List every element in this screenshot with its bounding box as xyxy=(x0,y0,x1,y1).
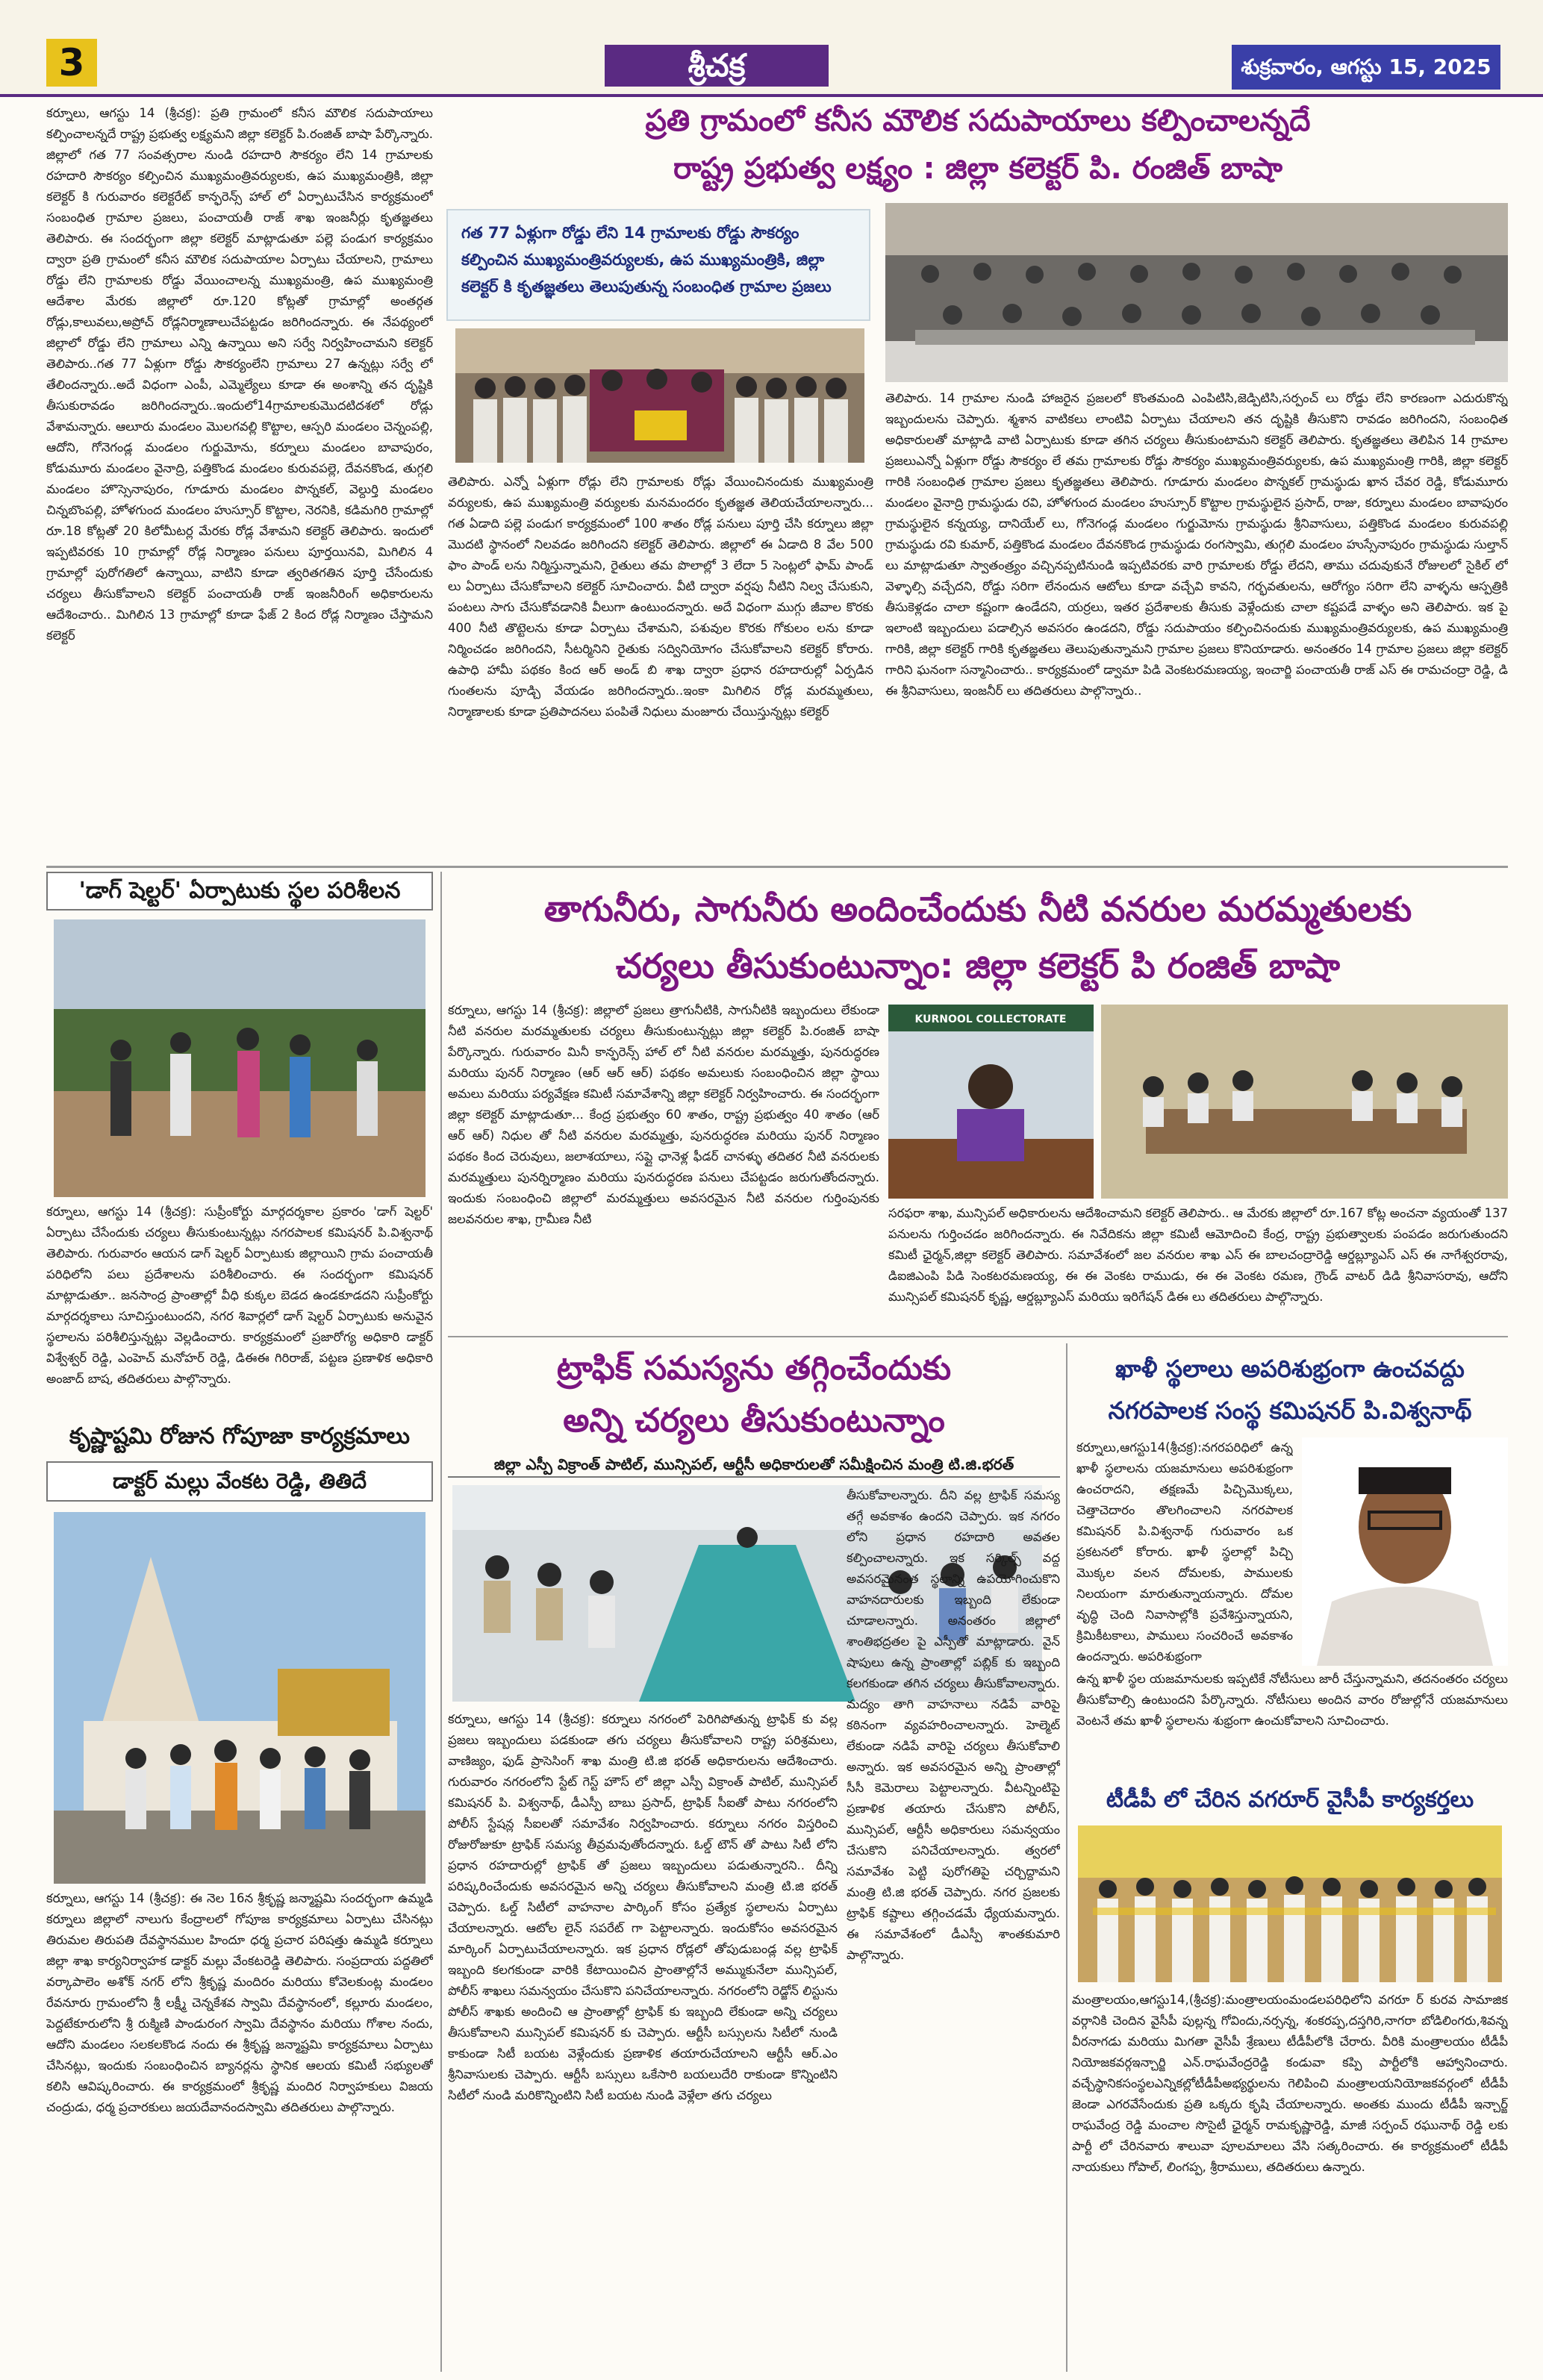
story1-photo-caption: గత 77 ఏళ్లుగా రోడ్డు లేని 14 గ్రామాలకు రోడ్డు సౌకర్యం కల్పించిన ముఖ్యమంత్రివర్యులకు, ఉప ముఖ్యమంత్రికి, జిల్లా కలెక్టర్ కి కృతజ్ఞతలు తెలుపుతున్న సంబంధిత గ్రామాల ప్రజలు xyxy=(446,209,870,321)
story1-column-1: కర్నూలు, ఆగస్టు 14 (శ్రీచక్ర): ప్రతి గ్రామంలో కనీస మౌలిక సదుపాయాలు కల్పించాలన్నదే రాష్ట్ర ప్రభుత్వ లక్ష్యమని జిల్లా కలెక్టర్ పి.రంజిత్ బాషా పేర్కొన్నారు. జిల్లాలో గత 77 సంవత్సరాల నుండి రహదారి సౌకర్యం లేని 14 గ్రామాలకు రహదారి సౌకర్యం కల్పించిన ముఖ్యమంత్రివర్యులకు, ఉప ముఖ్యమంత్రికి, జిల్లా కలెక్టర్ కి గురువారం కలెక్టరేట్ కాన్ఫరెన్స్ హాల్ లో ఏర్పాటుచేసిన కార్యక్రమంలో సంబంధిత గ్రామాల ప్రజలు, పంచాయతీ రాజ్ శాఖ ఇంజనీర్లు కృతజ్ఞతలు తెలిపారు. ఈ సందర్భంగా జిల్లా కలెక్టర్ మాట్లాడుతూ పల్లె పండుగ కార్యక్రమం ద్వారా ప్రతి గ్రామంలో కనీస మౌలిక సదుపాయాల ఏర్పాటు చేయాలని, గ్రామాలు రోడ్డు లేని గ్రామాలకు రోడ్డు వేయించాలన్న ముఖ్యమంత్రి, ఉప ముఖ్యమంత్రి ఆదేశాల మేరకు జిల్లాలో రూ.120 కోట్లతో గ్రామాల్లో అంతర్గత రోడ్లు,కాలువలు,అప్రోచ్ రోడ్లనిర్మాణాలుచేపట్టడం జరిగిందన్నారు. ఈ నేపథ్యంలో జిల్లాలో రోడ్డు లేని గ్రామాలు ఎన్ని ఉన్నాయి అని సర్వే నిర్వహించామని కలెక్టర్ తెలిపారు..గత 77 ఏళ్లుగా రోడ్డు సౌకర్యంలేని గ్రామాలు 27 ఉన్నట్లు సర్వే లో తేలిందన్నారు..అదే విధంగా ఎంపీ, ఎమ్మెల్యేలు కూడా ఈ అంశాన్ని తన దృష్టికి తీసుకురావడం జరిగిందన్నారు..ఇందులో14గ్రామాలకుమొదటిదశలో రోడ్లు వేశామన్నారు. ఆలూరు మండలం మొలగవల్లి కొట్టాల, ఆస్పరి మండలం చెన్నంపల్లి, ఆదోని, గోనెగండ్ల మండలం గుర్జుమోను, కర్నూలు మండలం బావాపురం, కోడుమూరు మండలం వైనాద్రి, పత్తికొండ మండలం కురువపల్లె, దేవనకొండ, తుగ్గలి మండలం హొస్సెనాపురం, గూడూరు మండలం పొన్నకల్, వెల్దుర్తి మండలం చిన్నబొంపల్లి, హోళగుంద మండలం హుస్సూర్ కొట్టాల, నెరనికి, కడిమగిరి గ్రామాల్లో రూ.18 కోట్లతో 20 కిలోమీటర్ల మేరకు రోడ్ల వేశామని కలెక్టర్ తెలిపారు. ఇందులో ఇప్పటివరకు 10 గ్రామాల్లో రోడ్ల నిర్మాణం పనులు పూర్తయినవి, మిగిలిన 4 గ్రామాల్లో పురోగతిలో ఉన్నాయి, వాటిని కూడా త్వరితగతిన పూర్తి చేసేందుకు చర్యలు తీసుకోవాలని కలెక్టర్ పంచాయతీ రాజ్ ఇంజనీరింగ్ అధికారులను ఆదేశించారు.. మిగిలిన 13 గ్రామాల్లో కూడా ఫేజ్ 2 కింద రోడ్ల నిర్మాణం చేస్తామని కలెక్టర్ xyxy=(46,106,433,643)
story1-column-2: తెలిపారు. ఎన్నో ఏళ్లుగా రోడ్లు లేని గ్రామాలకు రోడ్లు వేయించినందుకు ముఖ్యమంత్రి వర్యులకు, ఉప ముఖ్యమంత్రి వర్యులకు మనమందరం కృతజ్ఞత తెలియచేయాలన్నారు... గత ఏడాది పల్లె పండుగ కార్యక్రమంలో 100 శాతం రోడ్ల పనులు పూర్తి చేసి కర్నూలు జిల్లా మొదటి స్థానంలో నిలవడం జరిగిందని కలెక్టర్ తెలిపారు. జిల్లాలో ఈ ఏడాది 8 వేల 500 ఫాం పాండ్ లను నిర్మిస్తున్నామని, రైతులు తమ పొలాల్లో 3 లేదా 5 సెంట్లలో ఫామ్ పాండ్ లు ఏర్పాటు చేసుకోవాలని కలెక్టర్ సూచించారు. వీటి ద్వారా వర్షపు నీటిని నిల్వ చేసుకుని, పంటలు సాగు చేసుకోవడానికి వీలుగా ఉంటుందన్నారు. అదే విధంగా ముగ్గు జీవాల కొరకు 400 నీటి తొట్టెలను కూడా ఏర్పాటు చేశామని, పశువుల కొరకు గోకులం లను కూడా నిర్మించడం జరిగిందని, సీటర్మినిని రైతుకు సద్వినియోగం చేసుకోవాలని కలెక్టర్ కోరారు. ఉపాధి హామీ పథకం కింద ఆర్ అండ్ బి శాఖ ద్వారా ప్రధాన రహదారుల్లో ఏర్పడిన గుంతలను పూడ్చి వేయడం జరిగిందన్నారు..ఇంకా మిగిలిన రోడ్ల మరమ్మతులు, నిర్మాణాలకు కూడా ప్రతిపాదనలు పంపితే నిధులు మంజూరు చేయిస్తున్నట్లు కలెక్టర్ xyxy=(448,475,873,719)
story6-column-wide: ఉన్న ఖాళీ స్థల యజమానులకు ఇప్పటికే నోటీసులు జారీ చేస్తున్నామని, తదనంతరం చర్యలు తీసుకోవాల్సి ఉంటుందని పేర్కొన్నారు. నోటీసులు అందిన వారం రోజుల్లోనే యజమానులు వెంటనే తమ ఖాళీ స్థలాలను శుభ్రంగా ఉంచుకోవాలని సూచించారు. xyxy=(1076,1672,1508,1728)
story4-headline-line2: చర్యలు తీసుకుంటున్నాం: జిల్లా కలెక్టర్ పి రంజిత్ బాషా xyxy=(615,946,1341,986)
story3-photo-temple xyxy=(54,1512,426,1884)
story3-title: కృష్ణాష్టమి రోజున గోపూజా కార్యక్రమాలు xyxy=(69,1423,411,1449)
story3-byline: డాక్టర్ మల్లు వేంకట రెడ్డి, తితిదే xyxy=(46,1461,433,1502)
page-number: 3 xyxy=(46,39,97,87)
story2-body: కర్నూలు, ఆగస్టు 14 (శ్రీచక్ర): సుప్రీంకోర్టు మార్గదర్శకాల ప్రకారం 'డాగ్ షెల్టర్' ఏర్పాటు చేసేందుకు చర్యలు తీసుకుంటున్నట్లు నగరపాలక కమిషనర్ పి.విశ్వనాథ్ తెలిపారు. గురువారం ఆయన డాగ్ షెల్టర్ ఏర్పాటుకు జిల్లాయిని గ్రామ పంచాయతీ పరిధిలోని పలు ప్రదేశాలను పరిశీలించారు. ఈ సందర్భంగా కమిషనర్ మాట్లాడుతూ.. జనసాంద్ర ప్రాంతాల్లో వీధి కుక్కల బెడద ఉండకూడదని సుప్రీంకోర్టు మార్గదర్శకాలు సూచిస్తుంటుందని, నగర శివార్లలో డాగ్ షెల్టర్ ఏర్పాటుకు అనువైన స్థలాలను పరిశీలిస్తున్నట్లు వెల్లడించారు. కార్యక్రమంలో ప్రజారోగ్య అధికారి డాక్టర్ విశ్వేశ్వర్ రెడ్డి, ఎంహెచ్ మనోహర్ రెడ్డి, డిఈఈ గిరిరాజ్, పట్టణ ప్రణాళిక అధికారి అంజాద్ బాష, తదితరులు పాల్గొన్నారు. xyxy=(46,1205,433,1386)
story4-column-1: కర్నూలు, ఆగస్టు 14 (శ్రీచక్ర): జిల్లాలో ప్రజలు త్రాగునీటికి, సాగునీటికి ఇబ్బందులు లేకుండా నీటి వనరుల మరమ్మతులకు చర్యలు తీసుకుంటున్నట్లు జిల్లా కలెక్టర్ పి.రంజిత్ బాషా పేర్కొన్నారు. గురువారం మినీ కాన్ఫరెన్స్ హాల్ లో నీటి వనరుల మరమ్మత్తు, పునరుద్ధరణ మరియు పునర్ నిర్మాణం (ఆర్ ఆర్ ఆర్) పథకం అమలుకు సంబంధించిన జిల్లా స్థాయి అమలు మరియు పర్యవేక్షణ కమిటీ సమావేశాన్ని జిల్లా కలెక్టర్ నిర్వహించారు. ఈ సందర్భంగా జిల్లా కలెక్టర్ మాట్లాడుతూ... కేంద్ర ప్రభుత్వం 60 శాతం, రాష్ట్ర ప్రభుత్వం 40 శాతం (ఆర్ ఆర్ ఆర్) నిధుల తో నీటి వనరుల మరమ్మత్తు, పునరుద్ధరణ మరియు పునర్ నిర్మాణం పథకం కింద చెరువులు, జలాశయాలు, సప్లై ఛానెళ్ల ఫీడర్ చానళ్ళు తదితర నీటి వనరులకు మరమ్మత్తులు పునర్నిర్మాణం మరియు పునరుద్ధరణ పనులు చేపట్టడం జరుగుతోందన్నారు. ఇందుకు సంబంధించి జిల్లాలో మరమ్మత్తులు అవసరమైన నీటి వనరుల గుర్తింపునకు జలవనరుల శాఖ, గ్రామీణ నీటి xyxy=(448,1003,879,1226)
story5-headline-line1: ట్రాఫిక్ సమస్యను తగ్గించేందుకు xyxy=(556,1349,952,1387)
story1-photo-felicitation xyxy=(455,328,864,463)
story6-photo-commissioner xyxy=(1302,1437,1508,1666)
story4-photo-meeting xyxy=(1101,1005,1508,1199)
story2-photo-site-inspection xyxy=(54,919,426,1197)
column-rule-2 xyxy=(1066,1343,1067,2372)
story4-photo-collector xyxy=(888,1005,1094,1199)
story6-headline-line1: ఖాళీ స్థలాలు అపరిశుభ్రంగా ఉంచవద్దు xyxy=(1115,1355,1465,1383)
story4-headline-line1: తాగునీరు, సాగునీరు అందించేందుకు నీటి వనరుల మరమ్మతులకు xyxy=(543,889,1412,929)
story1-headline-line2: రాష్ట్ర ప్రభుత్వ లక్ష్యం : జిల్లా కలెక్టర్ పి. రంజిత్ బాషా xyxy=(673,152,1282,186)
story5-column-1: కర్నూలు, ఆగస్టు 14 (శ్రీచక్ర): కర్నూలు నగరంలో పెరిగిపోతున్న ట్రాఫిక్ కు వల్ల ప్రజలు ఇబ్బందులు పడకుండా తగు చర్యలు తీసుకోవాలని రాష్ట్ర పరిశ్రమలు, వాణిజ్యం, ఫుడ్ ప్రాసెసింగ్ శాఖ మంత్రి టి.జి భరత్ అధికారులను ఆదేశించారు. గురువారం నగరంలోని స్టేట్ గెస్ట్ హౌస్ లో జిల్లా ఎస్పీ విక్రాంత్ పాటిల్, మున్సిపల్ కమిషనర్ పి. విశ్వనాథ్, డీఎస్పీ బాబు ప్రసాద్, ట్రాఫిక్ సీఐతో పాటు నగరంలోని పోలీస్ స్టేషన్ల సీఐలతో సమావేశం నిర్వహించారు. కర్నూలు నగరం విస్తరించి రోజురోజుకూ ట్రాఫిక్ సమస్య తీవ్రమవుతోందన్నారు. ఓల్డ్ టౌన్ తో పాటు సిటీ లోని ప్రధాన రహదారుల్లో ట్రాఫిక్ తో ప్రజలు ఇబ్బందులు పడుతున్నారని.. దీన్ని పరిష్కరించేందుకు అవసరమైన అన్ని చర్యలు తీసుకోవాలని మంత్రి టి.జి భరత్ చెప్పారు. ఓల్డ్ సిటీలో వాహనాల పార్కింగ్ కోసం ప్రత్యేక స్థలాలను ఏర్పాటు చేయాలన్నారు. ఆటోల లైన్ సపరేట్ గా పెట్టాలన్నారు. ఇందుకోసం అవసరమైన మార్కింగ్ ఏర్పాటుచేయాలన్నారు. ఇక ప్రధాన రోడ్లలో తోపుడుబండ్ల వల్ల ట్రాఫిక్ ఇబ్బంది కలగకుండా వారికి కేటాయించిన ప్రాంతాల్లోనే అమ్ముకునేలా మున్సిపల్, పోలీస్ శాఖలు సమన్వయం చేసుకొని పనిచేయాలన్నారు. నగరంలోని రెడ్జోన్ లిస్టును పోలీస్ శాఖకు అందించి ఆ ప్రాంతాల్లో ట్రాఫిక్ కు ఇబ్బంది లేకుండా అన్ని చర్యలు తీసుకోవాలని మున్సిపల్ కమిషనర్ కు చెప్పారు. ఆర్టీసీ బస్సులను సిటీలో నుండి కాకుండా సిటీ బయట వెళ్లేందుకు ప్రణాళిక తయారుచేయాలని ఆర్టీసీ ఆర్.ఎం శ్రీనివాసులకు చెప్పారు. ఆర్టీసీ బస్సులు ఒకేసారి బయలుదేరి రాకుండా కొన్నింటిని సిటీలో నుండి మరికొన్నింటిని సిటీ బయట నుండి వెళ్లేలా తగు చర్యలు xyxy=(448,1712,838,2102)
story1-column-3: తెలిపారు. 14 గ్రామాల నుండి హాజరైన ప్రజలలో కొంతమంది ఎంపిటిసి,జెడ్పిటిసి,సర్పంచ్ లు రోడ్డు లేని కారణంగా ఎదురుకొన్న ఇబ్బందులను చెప్పారు. శ్మశాన వాటికలు లాంటివి ఏర్పాటు చేయాలని తన దృష్టికి తీసుకొని రావడం జరిగిందని, సంబంధిత అధికారులతో మాట్లాడి వాటి ఏర్పాటుకు కూడా తగిన చర్యలు తీసుకుంటామని కలెక్టర్ తెలిపారు. కృతజ్ఞతలు తెలిపిన 14 గ్రామాల ప్రజలుఎన్నో ఏళ్లుగా రోడ్డు సౌకర్యం లే తమ గ్రామాలకు రోడ్డు సౌకర్యం ముఖ్యమంత్రివర్యులకు, ఉప ముఖ్యమంత్రి గారికి, జిల్లా కలెక్టర్ గారికి సంబంధిత గ్రామాల ప్రజలు కృతజ్ఞతలు తెలిపారు. గూడూరు మండలం పొన్నకల్ గ్రామస్థుడు ఖాన చేవర రెడ్డి, కోడుమూరు మండలం వైనాద్రి గ్రామస్థుడు రవి, హోళగుంద మండలం హుస్సూర్ కొట్టాల గ్రామస్థులైన ప్రసాద్, రాజు, కర్నూలు మండలం బావాపురం గ్రామస్థులైన కన్నయ్య, దానియేల్ లు, గోనెగండ్ల మండలం గుర్జుమోను గ్రామస్థుడు శ్రీనివాసులు, పత్తికొండ మండలం కురువపల్లి గ్రామస్థుడు రవి కుమార్, పత్తికొండ మండలం దేవనకొండ గ్రామస్థుడు రంగస్వామి, తుగ్గలి మండలం హుస్సేనాపురం గ్రామస్థుడు సుల్తాన్ లు మాట్లాడుతూ స్వాతంత్ర్యం వచ్చినప్పటినుండి ఇప్పటివరకు వారి గ్రామాలకు రోడ్డు లేదని, తాము చదువుకునే రోజులలో సైకిల్ లో వెళ్ళాల్సి వచ్చేదని, రోడ్డు సరిగా లేనందున ఆటోలు కూడా వచ్చేవి కావని, గర్భవతులను, ఆరోగ్యం సరిగా లేని వాళ్ళను ఆస్పత్రికి తీసుకెళ్లడం చాలా కష్టంగా ఉండేదని, యర్రలు, ఇతర ప్రదేశాలకు తీసుకు వెళ్లేందుకు చాలా కష్టపడే వాళ్ళం అని తెలిపారు. ఇక పై ఇలాంటి ఇబ్బందులు పడాల్సిన అవసరం ఉండదని, రోడ్డు సదుపాయం కల్పించినందుకు ముఖ్యమంత్రివర్యులకు, ఉప ముఖ్యమంత్రి గారికి, జిల్లా కలెక్టర్ గారికి కృతజ్ఞతలు తెలుపుతున్నామని గ్రామాల ప్రజలు కొనియాడారు. అనంతరం 14 గ్రామాల ప్రజలు జిల్లా కలెక్టర్ గారిని ఘనంగా సన్మానించారు.. కార్యక్రమంలో డ్వామా పిడి వెంకటరమణయ్య, ఇంచార్జి పంచాయతీ రాజ్ ఎస్ ఈ రామచంద్రా రెడ్డి, డి ఈ శ్రీనివాసులు, ఇంజనీర్ లు తదితరులు పాల్గొన్నారు.. xyxy=(885,391,1508,698)
story3-body: కర్నూలు, ఆగస్టు 14 (శ్రీచక్ర): ఈ నెల 16న శ్రీకృష్ణ జన్మాష్టమి సందర్భంగా ఉమ్మడి కర్నూలు జిల్లాలో నాలుగు కేంద్రాలలో గోపూజ కార్యక్రమాలు ఏర్పాటు చేసినట్లు తిరుమల తిరుపతి దేవస్థానముల హిందూ ధర్మ ప్రచార పరిషత్తు ఉమ్మడి కర్నూలు జిల్లా శాఖ కార్యనిర్వాహక డాక్టర్ మల్లు వేంకటరెడ్డి తెలిపారు. సంప్రదాయ పద్దతిలో వర్కాపాలెం అశోక్ నగర్ లోని శ్రీకృష్ణ మందిరం మరియు కోవెలకుంట్ల మండలం రేవనూరు గ్రామంలోని శ్రీ లక్ష్మీ చెన్నకేశవ స్వామి దేవస్థానంలో, కల్లూరు మండలం, పెద్దటేకూరులోని శ్రీ రుక్మిణి పాండురంగ స్వామి దేవస్థానం మరియు గోశాల నందు, ఆదోని మండలం సలకలకొండ నందు ఈ శ్రీకృష్ణ జన్మాష్టమి కార్యక్రమాలు ఏర్పాటు చేసినట్లు, ఇందుకు సంబంధించిన బ్యానర్లను స్థానిక ఆలయ కమిటీ సభ్యులతో కలిసి ఆవిష్కరించారు. ఈ కార్యక్రమంలో శ్రీకృష్ణ మందిర నిర్వాహకులు విజయ చంద్రుడు, ధర్మ ప్రచారకులు జయదేవానందస్వామి తదితరులు పాల్గొన్నారు. xyxy=(46,1891,433,2114)
story6-headline-line2: నగరపాలక సంస్థ కమిషనర్ పి.విశ్వనాథ్ xyxy=(1108,1396,1472,1425)
section-divider-2 xyxy=(448,1336,1508,1337)
section-divider xyxy=(46,866,1508,868)
story5-strap: జిల్లా ఎస్పీ విక్రాంత్ పాటిల్, మున్సిపల్, ఆర్టీసీ అధికారులతో సమీక్షించిన మంత్రి టి.జి.భరత్ xyxy=(448,1451,1060,1478)
story7-title: టీడీపీ లో చేరిన వగరూర్ వైసీపీ కార్యకర్తలు xyxy=(1106,1787,1474,1813)
story6-column-narrow: కర్నూలు,ఆగస్టు14(శ్రీచక్ర):నగరపరిధిలో ఉన్న ఖాళీ స్థలాలను యజమానులు అపరిశుభ్రంగా ఉంచరాదని, తక్షణమే పిచ్చిమొక్కలు, చెత్తాచెదారం తొలగించాలని నగరపాలక కమిషనర్ పి.విశ్వనాథ్ గురువారం ఒక ప్రకటనలో కోరారు. ఖాళీ స్థలాల్లో పిచ్చి మొక్కల వలన దోమలకు, పాములకు నిలయంగా మారుతున్నాయన్నారు. దోమల వృద్ధి చెంది నివాసాల్లోకి ప్రవేశిస్తున్నాయని, క్రిమికీటకాలు, పాములు సంచరించే అవకాశం ఉందన్నారు. అపరిశుభ్రంగా xyxy=(1076,1440,1293,1664)
story1-headline-line1: ప్రతి గ్రామంలో కనీస మౌలిక సదుపాయాలు కల్పించాలన్నదే xyxy=(645,104,1311,138)
masthead-logo: శ్రీచక్ర xyxy=(605,45,829,87)
column-rule xyxy=(440,872,442,2372)
story2-title: 'డాగ్ షెల్టర్' ఏర్పాటుకు స్థల పరిశీలన xyxy=(46,872,433,911)
story5-headline-line2: అన్ని చర్యలు తీసుకుంటున్నాం xyxy=(563,1402,945,1440)
story1-photo-conference-hall xyxy=(885,203,1508,382)
story5-column-2: తీసుకోవాలన్నారు. దీని వల్ల ట్రాఫిక్ సమస్య తగ్గే అవకాశం ఉందని చెప్పారు. ఇక నగరం లోని ప్రధాన రహదారి అవతల కల్పించాలన్నారు. ఇక సర్కిల్స్ వద్ద అవసరమైనంత స్థలాన్ని ఉపయోగించుకొని వాహనదారులకు ఇబ్బంది లేకుండా చూడాలన్నారు. అనంతరం జిల్లాలో శాంతిభద్రతల పై ఎస్పీతో మాట్లాడారు. వైన్ షాపులు ఉన్న ప్రాంతాల్లో పబ్లిక్ కు ఇబ్బంది కలగకుండా తగిన చర్యలు తీసుకోవాలన్నారు. మద్యం తాగి వాహనాలు నడిపే వారిపై కఠినంగా వ్యవహరించాలన్నారు. హెల్మెట్ లేకుండా నడిపే వారిపై చర్యలు తీసుకోవాలి అన్నారు. ఇక అవసరమైన అన్ని ప్రాంతాల్లో సీసీ కెమెరాలు పెట్టాలన్నారు. వీటన్నింటిపై ప్రణాళిక తయారు చేసుకొని పోలీస్, మున్సిపల్, ఆర్టీసీ అధికారులు సమన్వయం చేసుకొని పనిచేయాలన్నారు. త్వరలో సమావేశం పెట్టి పురోగతిపై చర్చిద్దామని మంత్రి టి.జి భరత్ చెప్పారు. నగర ప్రజలకు ట్రాఫిక్ కష్టాలు తగ్గించడమే ధ్యేయమన్నారు. ఈ సమావేశంలో డీఎస్పీ శాంతకుమారి పాల్గొన్నారు. xyxy=(847,1488,1060,1962)
story7-body: మంత్రాలయం,ఆగస్టు14,(శ్రీచక్ర):మంత్రాలయంమండలపరిధిలోని వగరూ ర్ కురవ సామాజిక వర్గానికి చెందిన వైసీపీ పుల్లన్న గోవిందు,నర్సన్న, శంకరప్ప,దస్తగిరి,నాగరా బోడిలింగరు,శివన్న వీరనాగడు మరియు మిగతా వైసీపీ శ్రేణులు టీడీపీలోకి చేరారు. వీరికి మంత్రాలయం టీడీపీ నియోజకవర్గఇన్చార్జి ఎన్.రాఘవేంద్రరెడ్డి కండువా కప్పి పార్టీలోకి ఆహ్వానించారు. వచ్చేస్థానికసంస్థలఎన్నికల్లోటీడీపీఅభ్యర్థులను గెలిపించి మంత్రాలయనియోజకవర్గంలో టీడీపీ జెండా ఎగరవేసేందుకు ప్రతి ఒక్కరు కృషి చేయాలన్నారు. అంతకు ముందు టీడీపీ ఇన్చార్జ్ రాఘవేంద్ర రెడ్డి మంచాల సొసైటీ ఛైర్మన్ రామకృష్ణారెడ్డి, మాజీ సర్పంచ్ రఘునాథ్ రెడ్డి లకు పార్టీ లో చేరినవారు శాలువా పూలమాలలు వేసి సత్కరించారు. ఈ కార్యక్రమంలో టీడీపీ నాయకులు గోపాల్, లింగప్ప, శ్రీరాములు, తదితరులు ఉన్నారు. xyxy=(1072,1993,1508,2174)
dateline: శుక్రవారం, ఆగస్టు 15, 2025 xyxy=(1232,45,1500,90)
story7-photo-party-joining xyxy=(1078,1825,1502,1982)
story4-column-2: సరఫరా శాఖ, మున్సిపల్ అధికారులను ఆదేశించామని కలెక్టర్ తెలిపారు.. ఆ మేరకు జిల్లాలో రూ.167 కోట్ల అంచనా వ్యయంతో 137 పనులను గుర్తించడం జరిగిందన్నారు. ఈ నివేదికను జిల్లా కమిటీ ఆమోదించి కేంద్ర, రాష్ట్ర ప్రభుత్వాలకు పంపడం జరుగుతుందని కమిటీ ఛైర్మన్,జిల్లా కలెక్టర్ తెలిపారు. సమావేశంలో జల వనరుల శాఖ ఎస్ ఈ బాలచంద్రారెడ్డి ఆర్డబ్ల్యూఎస్ ఎస్ ఈ నాగేశ్వరరావు, డిఐజిఎంపి పిడి సెంకటరమణయ్య, ఈ ఈ వెంకట రాముడు, ఈ ఈ వెంకట రమణ, గ్రౌండ్ వాటర్ డిడి శ్రీనివాసరావు, ఆదోని మున్సిపల్ కమిషనర్ కృష్ణ, ఆర్డబ్ల్యూఎస్ మరియు ఇరిగేషన్ డిఈ లు తదితరులు పాల్గొన్నారు. xyxy=(888,1206,1508,1304)
story4-collectorate-sign: KURNOOL COLLECTORATE xyxy=(914,1013,1067,1025)
